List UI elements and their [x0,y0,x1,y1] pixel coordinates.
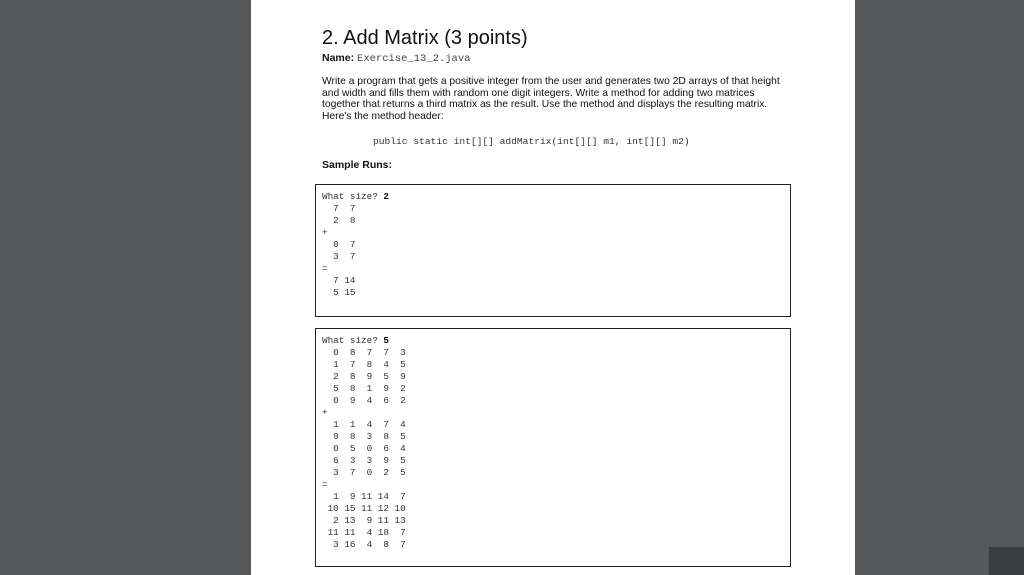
run-result: 7 7 2 8 + 0 7 3 7 = 7 14 5 15 [322,203,356,298]
run-result: 0 8 7 7 3 1 7 8 4 5 2 8 9 5 9 5 8 1 9 2 0 9 4 6 2 + 1 1 4 7 4 9 8 3 8 5 0 5 0 6 4 6 3 3 9 5 3 7 0 2 5 = 1 9 11 14 7 10 15 11 12 10 2 13 9 11 13 11 11 4 18 7 3 16 4 8 7 [322,347,406,550]
sample-run-output [322,191,389,299]
method-header-code: public static int[][] addMatrix(int[][] m1, int[][] m2) [373,136,690,147]
name-line [322,52,470,65]
sample-runs-heading: Sample Runs: [322,159,393,171]
viewer-corner-control[interactable] [989,547,1024,575]
exercise-description: Write a program that gets a positive integer from the user and generates two 2D arrays of that height and width and fills them with random one digit integers. Write a method for adding two matrices together that returns a third matrix as the result. Use the method and displays the resulting matrix. Here's the method header: [322,76,780,122]
sample-run-box [315,328,791,567]
exercise-title: 2. Add Matrix (3 points) [322,27,528,49]
sample-run-output [322,335,406,551]
run-input: 2 [383,191,389,202]
run-prompt: What size? [322,335,384,346]
run-input: 5 [383,335,389,346]
document-page [251,0,855,575]
run-prompt: What size? [322,191,384,202]
sample-run-box [315,184,791,317]
name-label: Name: [322,52,355,64]
file-name: Exercise_13_2.java [357,53,471,65]
